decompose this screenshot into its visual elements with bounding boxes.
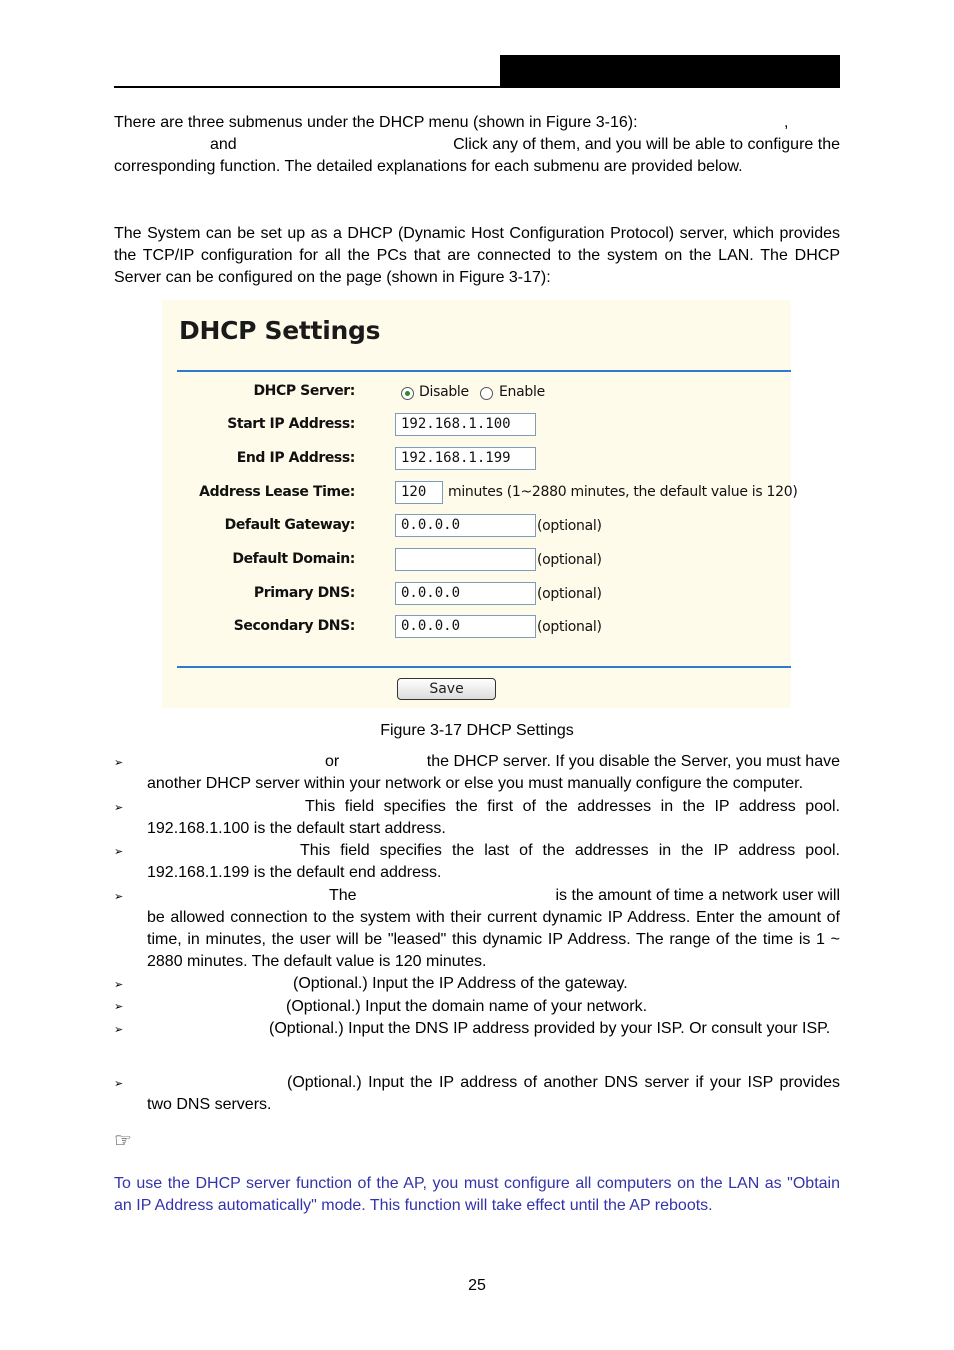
dhcp-server-label: DHCP Server: (253, 383, 355, 399)
bullet-1-line-1: the DHCP server. If you disable the Server, you must have (426, 753, 840, 770)
figure-bottom-rule (177, 666, 791, 668)
bullet-marker: ➢ (114, 1024, 124, 1036)
figure-title: DHCP Settings (179, 316, 381, 345)
bullet-1-line-2: another DHCP server within your network or else you must manually configure the computer. (147, 775, 804, 792)
end-ip-label: End IP Address: (236, 450, 355, 466)
secondary-dns-optional-note: (optional) (537, 619, 602, 635)
bullet-5-text: (Optional.) Input the IP Address of the gateway. (293, 975, 628, 992)
save-button[interactable]: Save (397, 678, 496, 700)
domain-optional-note: (optional) (537, 552, 602, 568)
bullet-8-text: (Optional.) Input the IP address of another DNS server if your ISP provides two DNS servers. (147, 1074, 840, 1114)
intro-line-2-tail: Click any of them, and you will be able to configure the (453, 136, 840, 153)
default-domain-label: Default Domain: (232, 551, 355, 567)
enable-label: Enable (499, 384, 545, 400)
lease-time-input[interactable]: 120 (395, 481, 443, 504)
pointing-hand-icon: ☞ (114, 1130, 132, 1152)
start-ip-label: Start IP Address: (227, 416, 355, 432)
bullet-1-or: or (325, 753, 340, 770)
disable-label: Disable (419, 384, 469, 400)
enable-radio[interactable] (480, 387, 493, 400)
bullet-marker: ➢ (114, 846, 124, 858)
note-text: To use the DHCP server function of the AP, you must configure all computers on the LAN as "Obtain an IP Address automatically" mode. This function will take effect until the AP reboots. (114, 1175, 840, 1215)
bullet-2-text: This field specifies the first of the addresses in the IP address pool. 192.168.1.100 is the default start address. (147, 798, 840, 838)
dhcp-settings-figure (162, 300, 798, 708)
start-ip-input[interactable]: 192.168.1.100 (395, 413, 536, 436)
bullet-marker: ➢ (114, 802, 124, 814)
bullet-3-text: This field specifies the last of the addresses in the IP address pool. 192.168.1.199 is the default end address. (147, 842, 840, 882)
bullet-marker: ➢ (114, 1078, 124, 1090)
secondary-dns-input[interactable]: 0.0.0.0 (395, 615, 536, 638)
header-bar (500, 55, 840, 88)
disable-radio[interactable] (401, 387, 414, 400)
figure-top-rule (177, 370, 791, 372)
default-gateway-input[interactable]: 0.0.0.0 (395, 514, 536, 537)
bullet-4-the: The (329, 887, 357, 904)
bullet-marker: ➢ (114, 757, 124, 769)
primary-dns-optional-note: (optional) (537, 586, 602, 602)
bullet-4-text: be allowed connection to the system with their current dynamic IP Address. Enter the amount of time, in minutes, the user will be "leased" this dynamic IP Address. The range of the time is 1 ~ 2880 minutes. The default value is 120 minutes. (147, 909, 840, 971)
bullet-marker: ➢ (114, 891, 124, 903)
lease-time-label: Address Lease Time: (199, 484, 355, 500)
primary-dns-input[interactable]: 0.0.0.0 (395, 582, 536, 605)
default-domain-input[interactable] (395, 548, 536, 571)
end-ip-input[interactable]: 192.168.1.199 (395, 447, 536, 470)
intro-line-3: corresponding function. The detailed explanations for each submenu are provided below. (114, 158, 743, 175)
bullet-6-text: (Optional.) Input the domain name of your network. (286, 998, 648, 1015)
header-rule (114, 86, 840, 88)
lease-time-note: minutes (1~2880 minutes, the default value is 120) (448, 484, 798, 500)
bullet-marker: ➢ (114, 1001, 124, 1013)
page-number: 25 (468, 1277, 486, 1294)
bullet-4-head: is the amount of time a network user will (555, 887, 840, 904)
intro-comma: , (784, 114, 789, 131)
primary-dns-label: Primary DNS: (253, 585, 355, 601)
bullet-marker: ➢ (114, 979, 124, 991)
secondary-dns-label: Secondary DNS: (233, 618, 355, 634)
default-gateway-label: Default Gateway: (224, 517, 355, 533)
intro-and: and (210, 136, 237, 153)
gateway-optional-note: (optional) (537, 518, 602, 534)
figure-caption: Figure 3-17 DHCP Settings (380, 722, 574, 739)
server-intro-paragraph: The System can be set up as a DHCP (Dynamic Host Configuration Protocol) server, which provides the TCP/IP configuration for all the PCs that are connected to the system on the LAN. The DHCP Server can be configured on the page (shown in Figure 3-17): (114, 225, 840, 287)
intro-line-1: There are three submenus under the DHCP menu (shown in Figure 3-16): (114, 114, 638, 131)
bullet-7-text: (Optional.) Input the DNS IP address provided by your ISP. Or consult your ISP. (269, 1020, 831, 1037)
